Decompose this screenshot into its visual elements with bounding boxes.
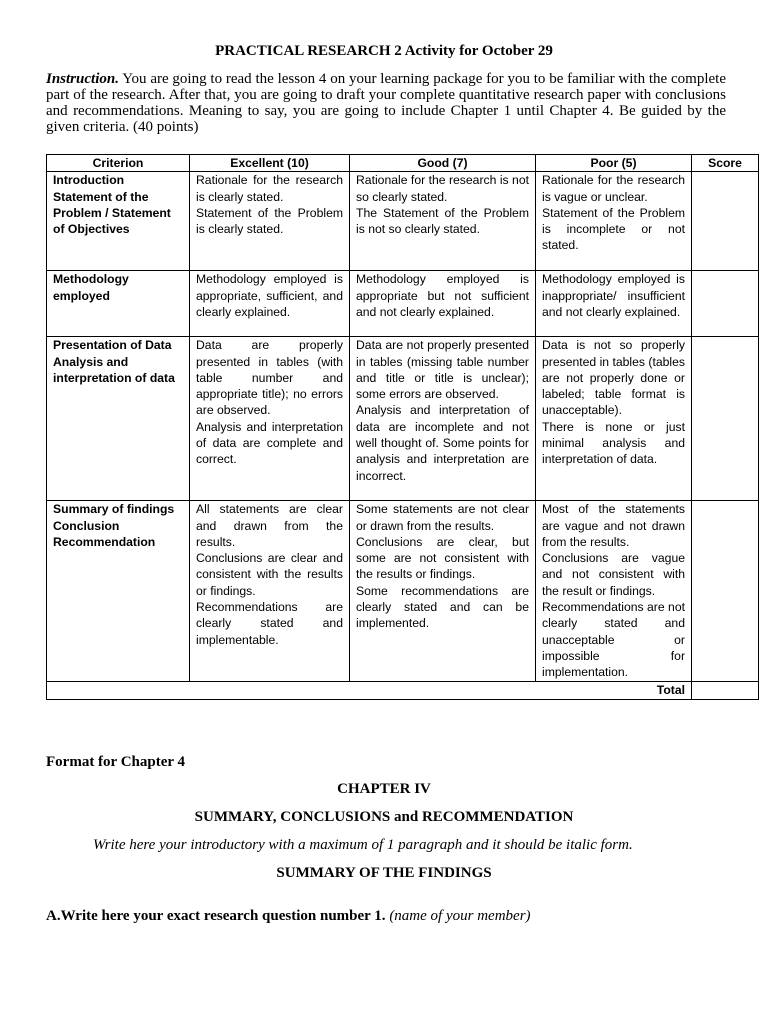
good-text: Some recommendations are clearly stated and can be implemented. xyxy=(356,583,529,631)
excellent-cell xyxy=(190,337,350,501)
member-name-note: (name of your member) xyxy=(385,908,531,924)
excellent-text: Recommendations are clearly stated and implementable. xyxy=(196,600,343,647)
total-score-cell[interactable] xyxy=(692,682,759,699)
poor-text: There is none or just minimal analysis and interpretation of data. xyxy=(542,419,685,467)
score-cell[interactable] xyxy=(692,172,759,271)
criterion-cell: Methodology employed xyxy=(47,271,190,337)
score-cell[interactable] xyxy=(692,501,759,682)
column-header-good: Good (7) xyxy=(350,155,536,172)
summary-heading: SUMMARY OF THE FINDINGS xyxy=(276,865,492,881)
research-question-line xyxy=(46,908,531,925)
chapter-heading: CHAPTER IV xyxy=(337,781,431,797)
rubric-row-methodology xyxy=(47,271,759,337)
total-label: Total xyxy=(47,682,692,699)
rubric-row-summary xyxy=(47,501,759,682)
column-header-poor: Poor (5) xyxy=(536,155,692,172)
excellent-cell xyxy=(190,271,350,337)
poor-text: Conclusions are vague and not consistent with the result or findings. xyxy=(542,551,685,598)
excellent-text: Methodology employed is appropriate, sufficient, and clearly explained. xyxy=(196,272,343,319)
poor-cell xyxy=(536,271,692,337)
excellent-cell xyxy=(190,501,350,682)
excellent-text: Statement of the Problem is clearly stated. xyxy=(196,205,343,237)
excellent-text: Data are properly presented in tables (with table number and appropriate title); no errors are observed. xyxy=(196,338,343,418)
criterion-cell: Introduction Statement of the Problem / Statement of Objectives xyxy=(47,172,190,271)
format-label: Format for Chapter 4 xyxy=(46,754,185,770)
excellent-text: Analysis and interpretation of data are complete and correct. xyxy=(196,419,343,467)
score-cell[interactable] xyxy=(692,271,759,337)
good-text: Analysis and interpretation of data are incomplete and not well thought of. Some points for analysis and interpretation are incorrect. xyxy=(356,403,529,483)
rubric-table xyxy=(46,154,759,700)
column-header-criterion: Criterion xyxy=(47,155,190,172)
criterion-cell: Presentation of Data Analysis and interpretation of data xyxy=(47,337,190,501)
poor-cell xyxy=(536,337,692,501)
rubric-row-introduction xyxy=(47,172,759,271)
good-text: Rationale for the research is not so clearly stated. xyxy=(356,173,529,204)
column-header-excellent: Excellent (10) xyxy=(190,155,350,172)
poor-cell xyxy=(536,172,692,271)
rubric-total-row xyxy=(47,682,759,699)
intro-instruction: Write here your introductory with a maximum of 1 paragraph and it should be italic form. xyxy=(93,837,633,853)
good-cell xyxy=(350,337,536,501)
rubric-header-row xyxy=(47,155,759,172)
poor-cell xyxy=(536,501,692,682)
excellent-text: Rationale for the research is clearly stated. xyxy=(196,173,343,204)
page-title: PRACTICAL RESEARCH 2 Activity for October 29 xyxy=(215,43,553,59)
instruction-body: You are going to read the lesson 4 on your learning package for you to be familiar with the complete part of the research. After that, you are going to draft your complete quantitative research paper with conclusions and recommendations. Meaning to say, you are going to include Chapter 1 until Chapter 4. Be guided by the given criteria. (40 points) xyxy=(46,71,726,135)
poor-text: Most of the statements are vague and not drawn from the results. xyxy=(542,502,685,549)
good-text: The Statement of the Problem is not so clearly stated. xyxy=(356,205,529,237)
chapter-title: SUMMARY, CONCLUSIONS and RECOMMENDATION xyxy=(194,809,574,825)
good-cell xyxy=(350,172,536,271)
instruction-lead: Instruction. xyxy=(46,71,119,87)
good-text: Some statements are not clear or drawn from the results. xyxy=(356,502,529,533)
rubric-row-presentation xyxy=(47,337,759,501)
criterion-cell: Summary of findings Conclusion Recommendation xyxy=(47,501,190,682)
poor-text: Recommendations are not clearly stated and unacceptable or impossible for implementation. xyxy=(542,600,685,680)
good-cell xyxy=(350,271,536,337)
excellent-text: All statements are clear and drawn from the results. xyxy=(196,502,343,549)
good-text: Methodology employed is appropriate but not sufficient and not clearly explained. xyxy=(356,272,529,319)
poor-text: Methodology employed is inappropriate/ insufficient and not clearly explained. xyxy=(542,272,685,319)
excellent-text: Conclusions are clear and consistent with the results or findings. xyxy=(196,551,343,598)
good-text: Data are not properly presented in tables (missing table number and title or title is unclear); some errors are observed. xyxy=(356,338,529,402)
poor-text: Statement of the Problem is incomplete or not stated. xyxy=(542,205,685,253)
poor-text: Rationale for the research is vague or unclear. xyxy=(542,173,685,204)
score-cell[interactable] xyxy=(692,337,759,501)
good-text: Conclusions are clear, but some are not consistent with the results or findings. xyxy=(356,534,529,582)
poor-text: Data is not so properly presented in tables (tables are not properly done or labeled; table format is unacceptable). xyxy=(542,338,685,418)
instruction-paragraph xyxy=(46,71,726,135)
excellent-cell xyxy=(190,172,350,271)
good-cell xyxy=(350,501,536,682)
research-question-text: A.Write here your exact research question number 1. xyxy=(46,908,386,924)
column-header-score: Score xyxy=(692,155,759,172)
